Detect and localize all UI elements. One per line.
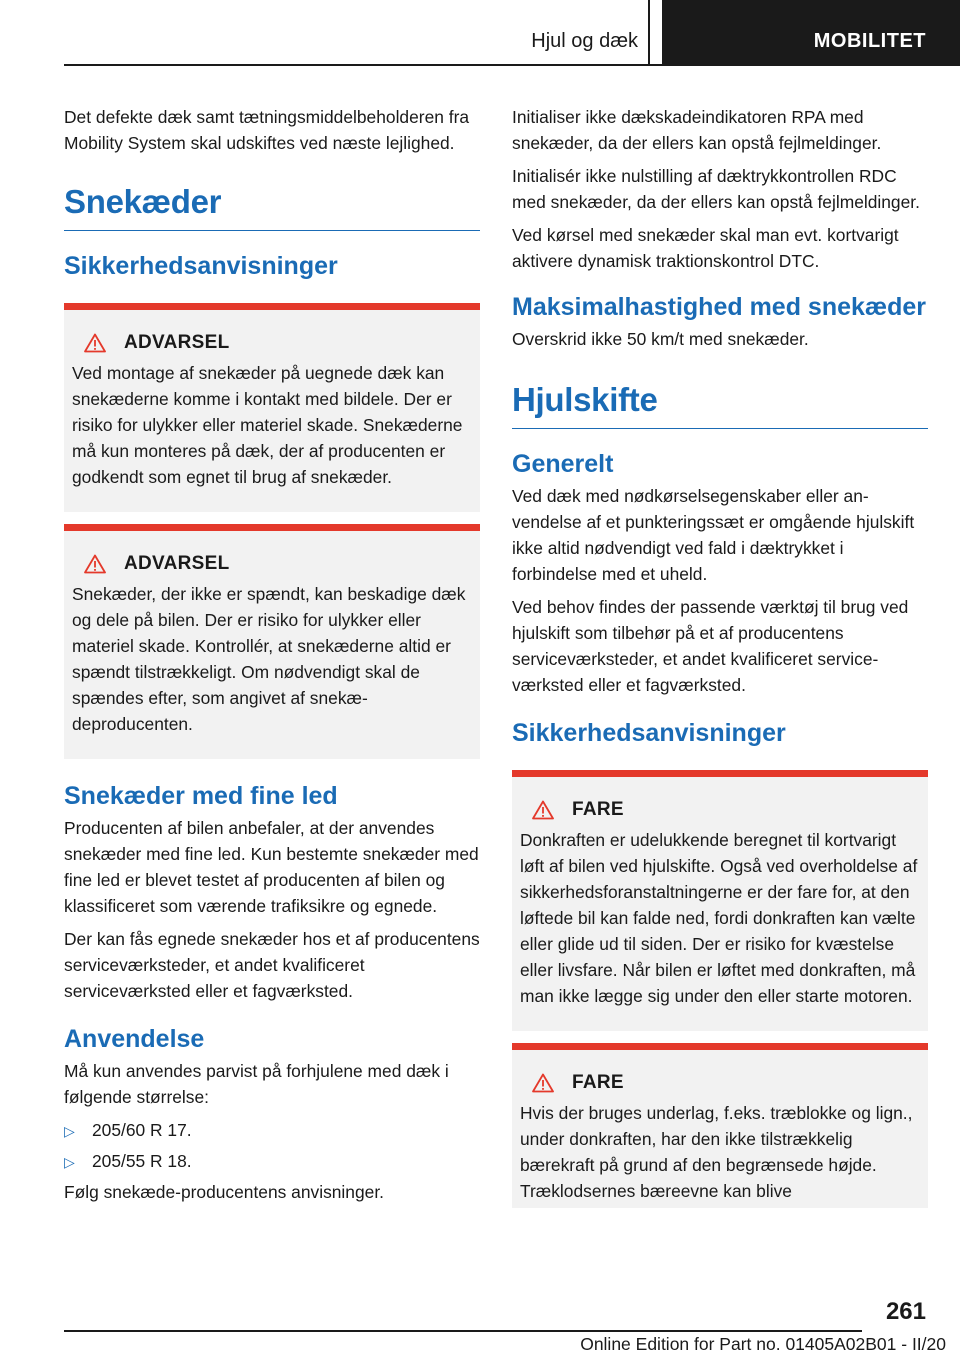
tire-size: 205/60 R 17. — [92, 1120, 192, 1140]
triangle-bullet-icon: ▷ — [64, 1154, 75, 1170]
fine-link-paragraph-2: Der kan fås egnede snekæder hos et af producentens serviceværksteder, et andet kvalificeret serviceværksted eller et fagværksted. — [64, 929, 480, 1001]
list-item — [64, 1117, 480, 1144]
danger-title: FARE — [572, 799, 624, 820]
header-subsection: Hjul og dæk — [531, 30, 638, 52]
tire-size: 205/55 R 18. — [92, 1151, 192, 1171]
header-section: MOBILITET — [813, 30, 926, 52]
max-speed-paragraph: Overskrid ikke 50 km/t med snekæder. — [512, 329, 809, 349]
warning-title: ADVARSEL — [124, 553, 230, 574]
warning-text: Snekæder, der ikke er spændt, kan beskadige dæk og dele på bilen. Der er risiko for ulykker eller materiel skade. Kontrollér, at snekæderne altid er spændt tilstrækkeligt. Om nødvendigt skal de spændes efter, som angivet af snekædeproducenten. — [72, 584, 466, 734]
fine-link-paragraph-1: Producenten af bilen anbefaler, at der anvendes snekæder med fine led. Kun bestemte snekæder med fine led er blevet testet af producenten af bilen og klassificeret som værende trafiksikre og egnede. — [64, 818, 479, 916]
heading-general: Generelt — [512, 450, 614, 478]
dtc-paragraph: Ved kørsel med snekæder skal man evt. kortvarigt aktivere dynamisk traktionskontrol DTC. — [512, 225, 899, 271]
warning-box — [64, 303, 480, 512]
left-column — [64, 104, 480, 1212]
section-heading-snow-chains: Snekæder — [64, 182, 480, 231]
triangle-bullet-icon: ▷ — [64, 1123, 75, 1139]
warning-triangle-icon — [532, 800, 554, 820]
warning-text: Ved montage af snekæder på uegnede dæk kan snekæderne komme i kontakt med bildele. Der er risiko for ulykker eller materiel skade. Snekæderne må kun monteres på dæk, der af producenten er godkendt som egnet til brug af snekæder. — [72, 363, 463, 487]
danger-text: Donkraften er udelukkende beregnet til kortvarigt løft af bilen ved hjulskifte. Også ved overholdelse af sikkerhedsforanstaltningerne er der fare for, at den løftede bil kan falde ned, fordi donkraften kan vælte eller glide ud til siden. Der er risiko for kvæstelse eller livsfare. Når bilen er løftet med donkraften, må man ikke lægge sig under den eller starte motoren. — [520, 830, 918, 1006]
right-column — [512, 104, 928, 1220]
heading-usage: Anvendelse — [64, 1025, 205, 1053]
footer-edition: Online Edition for Part no. 01405A02B01 - II/20 — [580, 1334, 946, 1354]
heading-max-speed: Maksimalhastighed med snekæder — [512, 293, 927, 321]
page-number: 261 — [885, 1298, 926, 1325]
rdc-paragraph: Initialisér ikke nulstilling af dæktrykkontrollen RDC med snekæder, da der ellers kan opstå fejlmeldinger. — [512, 166, 920, 212]
rpa-paragraph: Initialiser ikke dækskadeindikatoren RPA med snekæder, da der ellers kan opstå fejlmeldinger. — [512, 107, 882, 153]
warning-header — [72, 332, 472, 354]
danger-title: FARE — [572, 1072, 624, 1093]
footer-rule — [64, 1330, 862, 1332]
intro-paragraph: Det defekte dæk samt tætningsmiddelbeholderen fra Mobility System skal udskiftes ved næste lejlighed. — [64, 107, 470, 153]
warning-triangle-icon — [84, 554, 106, 574]
danger-text: Hvis der bruges underlag, f.eks. træblokke og lign., under donkraften, har den ikke tilstrækkelig bærekraft på grund af den begrænsede højde. Træklodsernes bæreevne kan blive — [520, 1103, 913, 1201]
usage-note: Følg snekæde-producentens anvisninger. — [64, 1182, 384, 1202]
usage-paragraph: Må kun anvendes parvist på forhjulene med dæk i følgende størrelse: — [64, 1061, 449, 1107]
general-paragraph-2: Ved behov findes der passende værktøj til brug ved hjulskift som tilbehør på et af producentens serviceværksteder, et andet kvalificeret serviceværksted eller et fagværksted. — [512, 597, 909, 695]
heading-safety-notes: Sikkerhedsanvisninger — [64, 252, 338, 280]
danger-header — [520, 1072, 920, 1094]
list-item — [64, 1148, 480, 1175]
warning-triangle-icon — [84, 333, 106, 353]
heading-fine-link-chains: Snekæder med fine led — [64, 782, 338, 810]
heading-safety-notes-wheel: Sikkerhedsanvisninger — [512, 719, 786, 747]
general-paragraph-1: Ved dæk med nødkørselsegenskaber eller anvendelse af et punkteringssæt er omgående hjulskift ikke altid nødvendigt ved fald i dæktrykket i forbindelse med et uheld. — [512, 486, 915, 584]
section-heading-wheel-change: Hjulskifte — [512, 380, 928, 429]
warning-title: ADVARSEL — [124, 332, 230, 353]
warning-header — [72, 553, 472, 575]
danger-header — [520, 799, 920, 821]
danger-box — [512, 1043, 928, 1208]
tire-size-list — [64, 1117, 480, 1175]
danger-box — [512, 770, 928, 1031]
warning-box — [64, 524, 480, 759]
warning-triangle-icon — [532, 1073, 554, 1093]
